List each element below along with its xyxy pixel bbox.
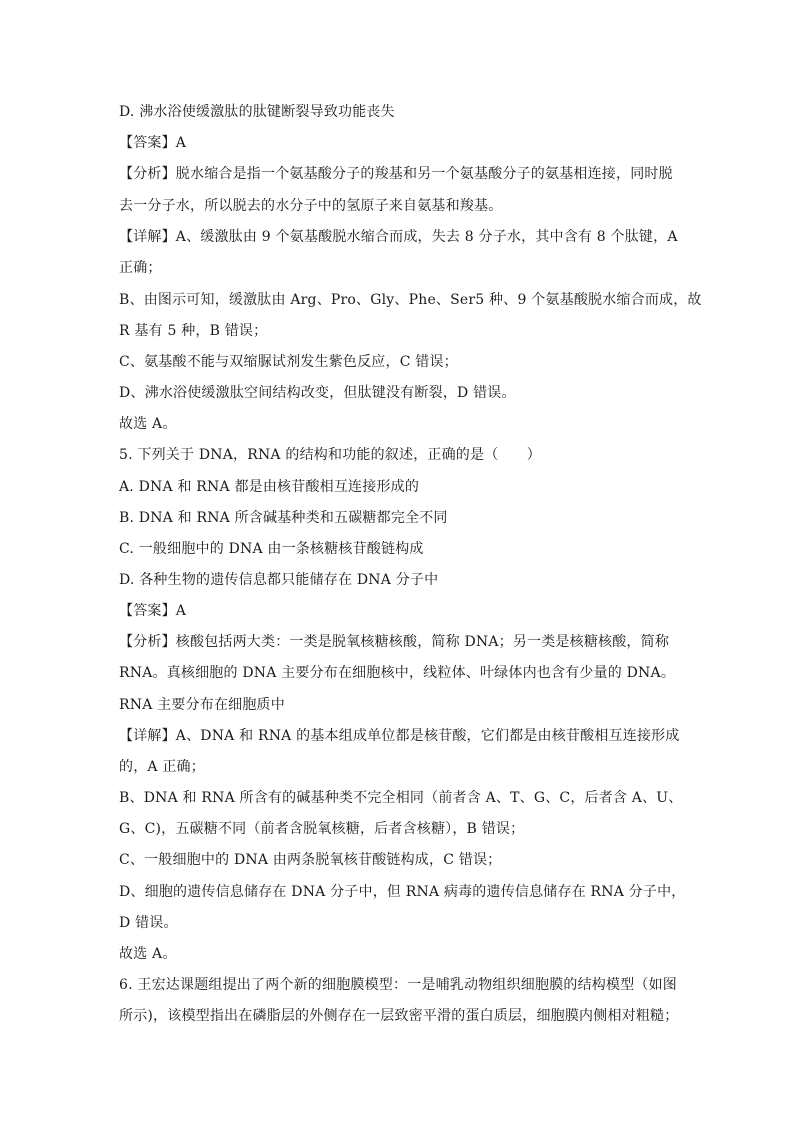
text-line: 【详解】A、DNA 和 RNA 的基本组成单位都是核苷酸，它们都是由核苷酸相互连接形成 [119, 728, 680, 744]
text-line: 【分析】脱水缩合是指一个氨基酸分子的羧基和另一个氨基酸分子的氨基相连接，同时脱 [119, 166, 673, 182]
text-line: 【答案】A [119, 135, 187, 151]
option-a: A. DNA 和 RNA 都是由核苷酸相互连接形成的 [119, 479, 420, 495]
text-line: 【详解】A、缓激肽由 9 个氨基酸脱水缩合而成，失去 8 分子水，其中含有 8 个肽键，A [119, 229, 678, 245]
text-line: D 错误。 [119, 915, 178, 931]
text-line: R 基有 5 种，B 错误； [119, 323, 268, 339]
text-line: B、DNA 和 RNA 所含有的碱基种类不完全相同（前者含 A、T、G、C，后者含 A、U、 [119, 790, 683, 806]
text-line: 去一分子水，所以脱去的水分子中的氢原子来自氨基和羧基。 [119, 198, 503, 214]
text-line: D、沸水浴使缓激肽空间结构改变，但肽键没有断裂，D 错误。 [119, 385, 516, 401]
text-line: 正确； [119, 260, 162, 276]
text-line: 故选 A。 [119, 946, 177, 962]
text-line: G、C)，五碳糖不同（前者含脱氧核糖，后者含核糖），B 错误； [119, 821, 525, 837]
question-stem: 6. 王宏达课题组提出了两个新的细胞膜模型：一是哺乳动物组织细胞膜的结构模型（如图 [119, 977, 678, 993]
text-line: C、一般细胞中的 DNA 由两条脱氧核苷酸链构成，C 错误； [119, 852, 502, 868]
text-line: RNA 主要分布在细胞质中 [119, 697, 285, 713]
option-d: D. 各种生物的遗传信息都只能储存在 DNA 分子中 [119, 572, 439, 588]
text-line: 故选 A。 [119, 416, 177, 432]
text-line: 【答案】A [119, 603, 187, 619]
text-line: 的，A 正确； [119, 759, 205, 775]
text-line: 【分析】核酸包括两大类：一类是脱氧核糖核酸，简称 DNA；另一类是核糖核酸，简称 [119, 634, 670, 650]
text-line: B、由图示可知，缓激肽由 Arg、Pro、Gly、Phe、Ser5 种、9 个氨基酸脱水缩合而成，故 [119, 292, 702, 308]
option-c: C. 一般细胞中的 DNA 由一条核糖核苷酸链构成 [119, 541, 424, 557]
question-stem: 5. 下列关于 DNA，RNA 的结构和功能的叙述，正确的是（ ） [119, 447, 541, 463]
text-line: D、细胞的遗传信息储存在 DNA 分子中，但 RNA 病毒的遗传信息储存在 RNA 分子中， [119, 884, 686, 900]
option-b: B. DNA 和 RNA 所含碱基种类和五碳糖都完全不同 [119, 510, 448, 526]
text-line: D. 沸水浴使缓激肽的肽键断裂导致功能丧失 [119, 104, 395, 120]
text-line: RNA。真核细胞的 DNA 主要分布在细胞核中，线粒体、叶绿体内也含有少量的 DNA。 [119, 665, 676, 681]
text-line: C、氨基酸不能与双缩脲试剂发生紫色反应，C 错误； [119, 354, 458, 370]
text-line: 所示)，该模型指出在磷脂层的外侧存在一层致密平滑的蛋白质层，细胞膜内侧相对粗糙； [119, 1008, 679, 1024]
